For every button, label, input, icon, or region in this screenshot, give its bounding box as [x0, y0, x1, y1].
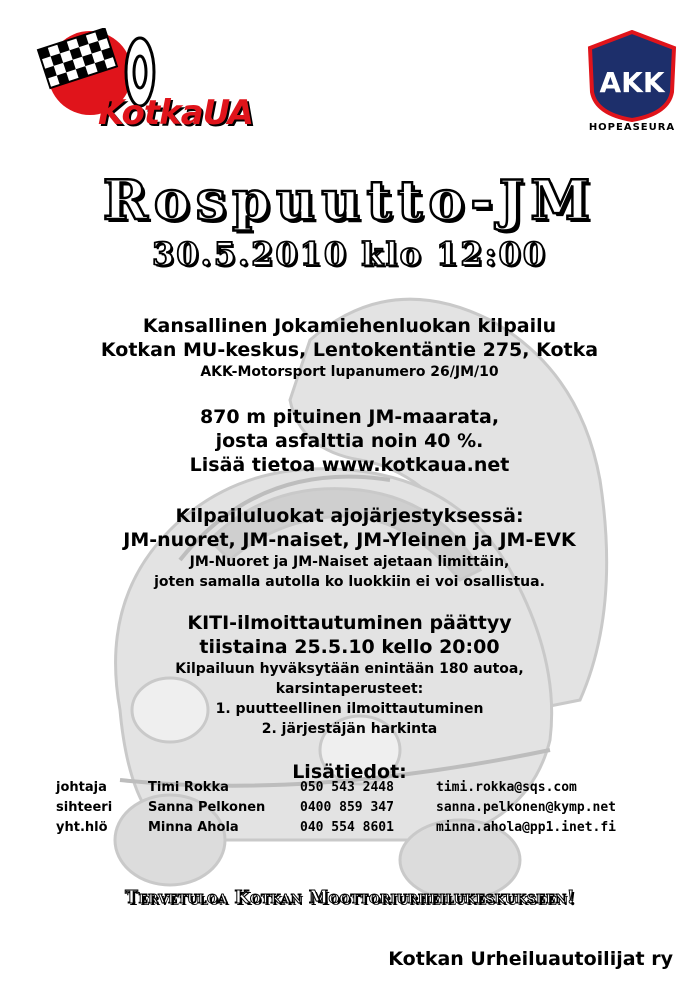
table-row: [56, 780, 616, 800]
track-line-1: 870 m pituinen JM-maarata,: [199, 406, 500, 428]
registration-line-4: karsintaperusteet:: [275, 681, 424, 697]
track-line-2: josta asfalttia noin 40 %.: [215, 430, 484, 452]
intro-block: [0, 314, 699, 382]
contact-role: johtaja: [56, 780, 107, 795]
registration-line-2: tiistaina 25.5.10 kello 20:00: [199, 636, 500, 658]
classes-heading: Kilpailuluokat ajojärjestyksessä:: [175, 505, 524, 527]
welcome-slogan: Tervetuloa Kotkan Moottoriurheilukeskukseen!: [124, 888, 576, 908]
contacts-table: [56, 780, 616, 840]
contact-phone: 0400 859 347: [300, 800, 394, 815]
contact-email: sanna.pelkonen@kymp.net: [436, 800, 617, 815]
classes-list: JM-nuoret, JM-naiset, JM-Yleinen ja JM-EVK: [123, 529, 576, 551]
akk-mark: AKK: [599, 66, 665, 99]
contact-email: timi.rokka@sqs.com: [436, 780, 577, 795]
contact-name: Sanna Pelkonen: [148, 800, 266, 815]
classes-note-2: joten samalla autolla ko luokkiin ei voi osallistua.: [154, 574, 545, 590]
contact-email: minna.ahola@pp1.inet.fi: [436, 820, 617, 835]
table-row: [56, 820, 616, 840]
akk-caption: HOPEASEURA: [588, 122, 676, 133]
kotkaua-logo: [28, 28, 288, 138]
contact-phone: 040 554 8601: [300, 820, 394, 835]
table-row: [56, 800, 616, 820]
contact-name: Minna Ahola: [148, 820, 239, 835]
club-name: Kotkan Urheiluautoilijat ry: [388, 948, 673, 970]
track-line-3: Lisää tietoa www.kotkaua.net: [189, 454, 510, 476]
event-title: Rospuutto-JM: [102, 168, 597, 232]
kotkaua-wordmark: KotkaUA: [98, 93, 254, 133]
contact-phone: 050 543 2448: [300, 780, 394, 795]
intro-line-2: Kotkan MU-keskus, Lentokentäntie 275, Kotka: [100, 339, 599, 361]
contacts-heading: Lisätiedot:: [292, 761, 407, 783]
registration-line-5: 1. puutteellinen ilmoittautuminen: [215, 701, 484, 717]
akk-hopeaseura-logo: [582, 30, 682, 135]
akk-shield-icon: [582, 30, 682, 122]
intro-line-1: Kansallinen Jokamiehenluokan kilpailu: [142, 315, 557, 337]
contact-role: sihteeri: [56, 800, 113, 815]
classes-block: [0, 504, 699, 592]
registration-block: [0, 611, 699, 739]
classes-note-1: JM-Nuoret ja JM-Naiset ajetaan limittäin,: [189, 554, 510, 570]
event-datetime: 30.5.2010 klo 12:00: [152, 235, 547, 273]
registration-line-1: KITI-ilmoittautuminen päättyy: [187, 612, 512, 634]
intro-line-3: AKK-Motorsport lupanumero 26/JM/10: [200, 364, 499, 380]
registration-line-3: Kilpailuun hyväksytään enintään 180 autoa,: [175, 661, 524, 677]
registration-line-6: 2. järjestäjän harkinta: [261, 721, 438, 737]
contact-role: yht.hlö: [56, 820, 108, 835]
track-block: [0, 405, 699, 477]
contact-name: Timi Rokka: [148, 780, 229, 795]
